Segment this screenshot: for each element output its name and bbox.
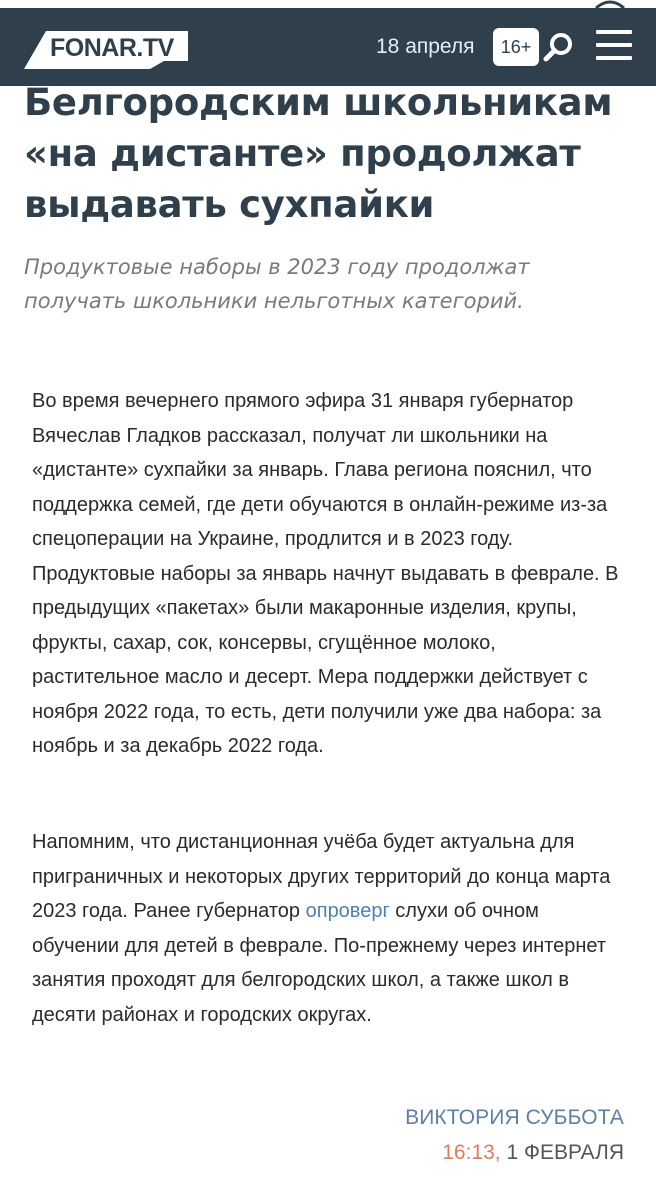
site-header — [0, 0, 656, 86]
article-title: Белгородским школьникам «на дистанте» продолжат выдавать сухпайки — [24, 81, 613, 226]
site-logo[interactable] — [24, 29, 188, 69]
article-author[interactable]: ВИКТОРИЯ СУББОТА — [405, 1106, 624, 1129]
paragraph-2-text-start: Напомним, что дистанционная учёба будет актуальна для приграничных и некоторых других территорий до конца марта 2023 года. Ранее губернатор — [32, 831, 611, 922]
header-date: 18 апреля — [376, 35, 475, 58]
article-paragraph-1: Во время вечернего прямого эфира 31 января губернатор Вячеслав Гладков рассказал, получат ли школьники на «дистанте» сухпайки за январь. Глава региона пояснил, что поддержка семей, где дети обучаются в онлайн-режиме из-за спецоперации на Украине, продлится и в 2023 году. Продуктовые наборы за январь начнут выдавать в феврале. В предыдущих «пакетах» были макаронные изделия, крупы, фрукты, сахар, сок, консервы, сгущённое молоко, растительное масло и десерт. Мера поддержки действует с ноября 2022 года, то есть, дети получили уже два набора: за ноябрь и за декабрь 2022 года. — [32, 390, 619, 757]
menu-icon[interactable] — [596, 30, 632, 62]
article-lead: Продуктовые наборы в 2023 году продолжат получать школьники нельготных категорий. — [24, 255, 530, 313]
article-dateline — [442, 1140, 624, 1166]
publish-time: 16:13, — [442, 1141, 501, 1164]
publish-date: 1 ФЕВРАЛЯ — [506, 1141, 624, 1164]
status-indicator-icon — [592, 0, 628, 8]
article-paragraph-2 — [32, 825, 628, 1032]
paragraph-2-text-end: слухи об очном обучении для детей в феврале. По-прежнему через интернет занятия проходят для белгородских школ, а также школ в десяти районах и городских округах. — [32, 900, 607, 1026]
search-icon[interactable] — [543, 31, 575, 63]
status-strip — [0, 0, 656, 8]
logo-text: FONAR.TV — [50, 34, 174, 62]
disproved-link[interactable]: опроверг — [305, 900, 390, 922]
age-rating-badge: 16+ — [493, 28, 539, 66]
